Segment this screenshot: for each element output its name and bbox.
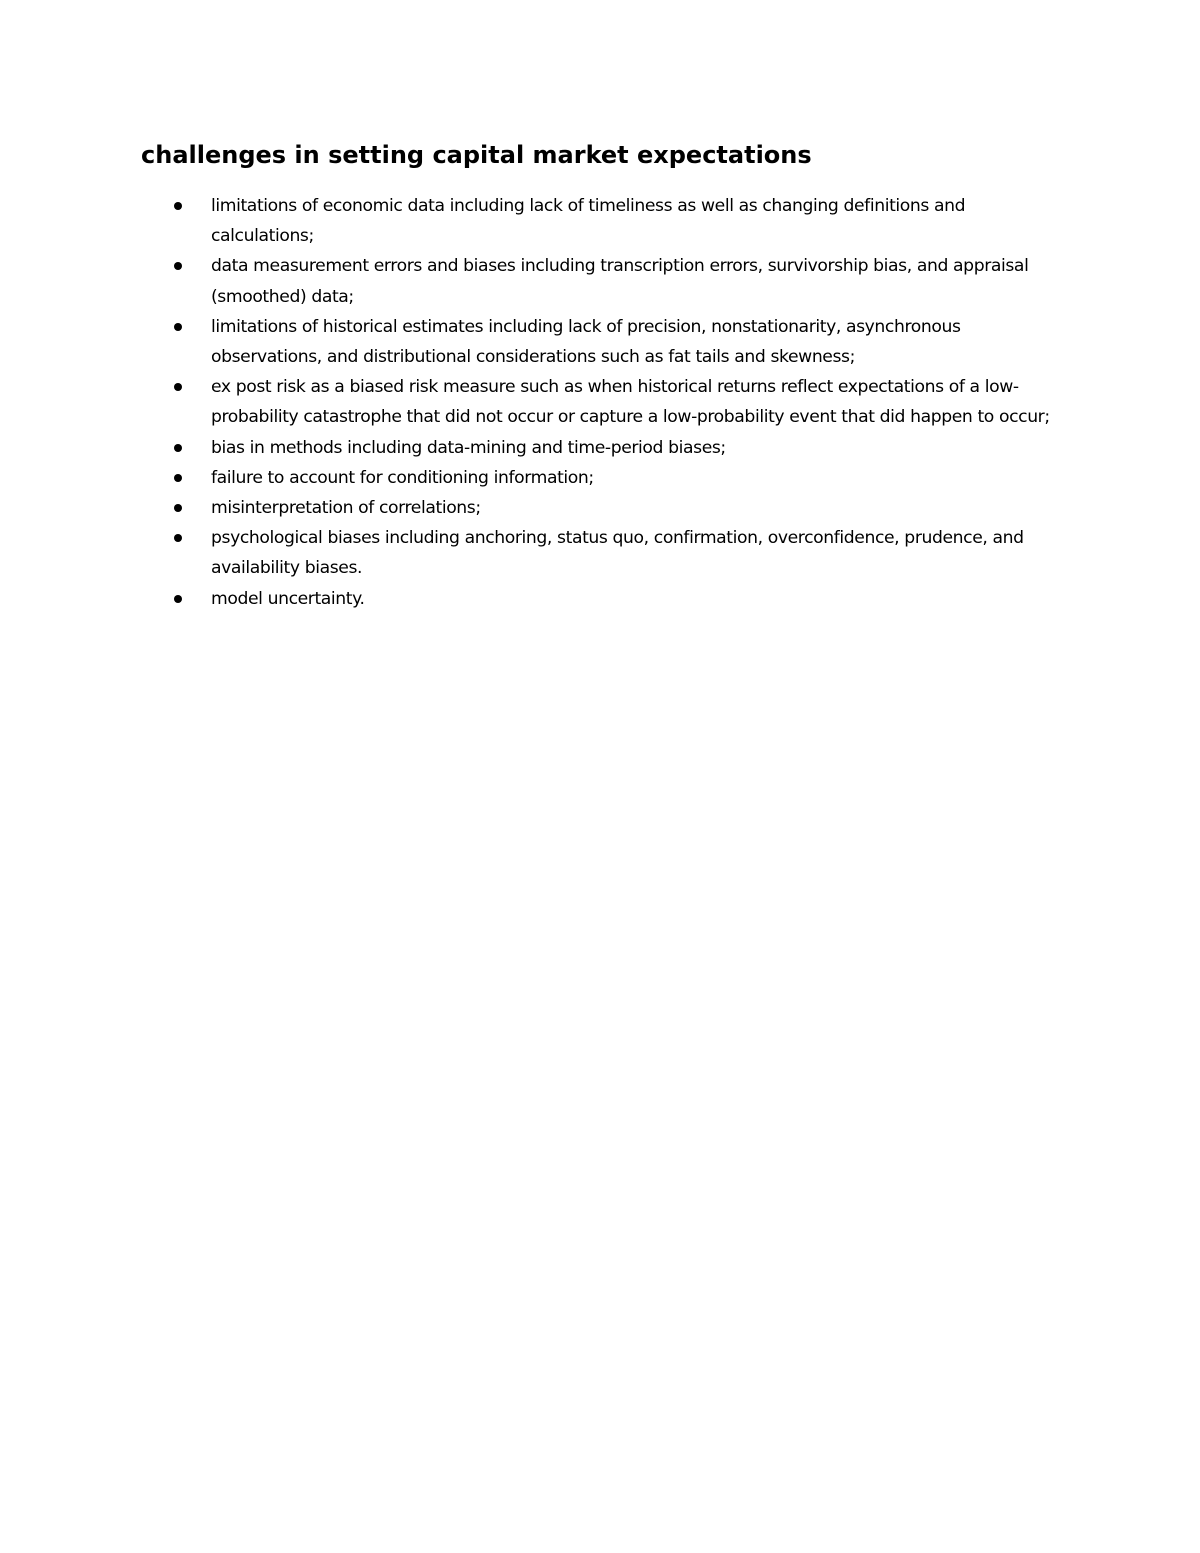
list-item-text: model uncertainty. [211,588,365,609]
challenges-list [174,191,1054,614]
list-item-text: limitations of historical estimates including lack of precision, nonstationarity, asynchronous observations, and distributional considerations such as fat tails and skewness; [211,316,961,368]
list-item [174,312,1054,372]
list-item-text: ex post risk as a biased risk measure such as when historical returns reflect expectations of a low-probability catastrophe that did not occur or capture a low-probability event that did happen to occur; [211,377,1050,428]
list-item [174,463,1054,493]
bullet-icon [174,595,182,603]
list-item [174,584,1054,614]
bullet-icon [174,474,182,482]
list-item-text: misinterpretation of correlations; [211,498,481,519]
list-item [174,372,1054,432]
list-item [174,433,1054,463]
list-item-text: data measurement errors and biases including transcription errors, survivorship bias, and appraisal (smoothed) data; [211,256,1029,307]
list-item-text: psychological biases including anchoring, status quo, confirmation, overconfidence, prudence, and availability biases. [211,528,1024,579]
list-item [174,251,1054,311]
bullet-icon [174,444,182,452]
list-item-text: failure to account for conditioning information; [211,467,594,488]
bullet-icon [174,534,182,542]
list-item [174,191,1054,251]
bullet-icon [174,323,182,331]
document-title: challenges in setting capital market expectations [141,141,812,169]
bullet-icon [174,262,182,270]
bullet-icon [174,383,182,391]
list-item [174,493,1054,523]
bullet-icon [174,202,182,210]
list-item-text: bias in methods including data-mining and time-period biases; [211,437,726,458]
bullet-icon [174,504,182,512]
list-item-text: limitations of economic data including lack of timeliness as well as changing definitions and calculations; [211,196,966,247]
list-item [174,523,1054,583]
